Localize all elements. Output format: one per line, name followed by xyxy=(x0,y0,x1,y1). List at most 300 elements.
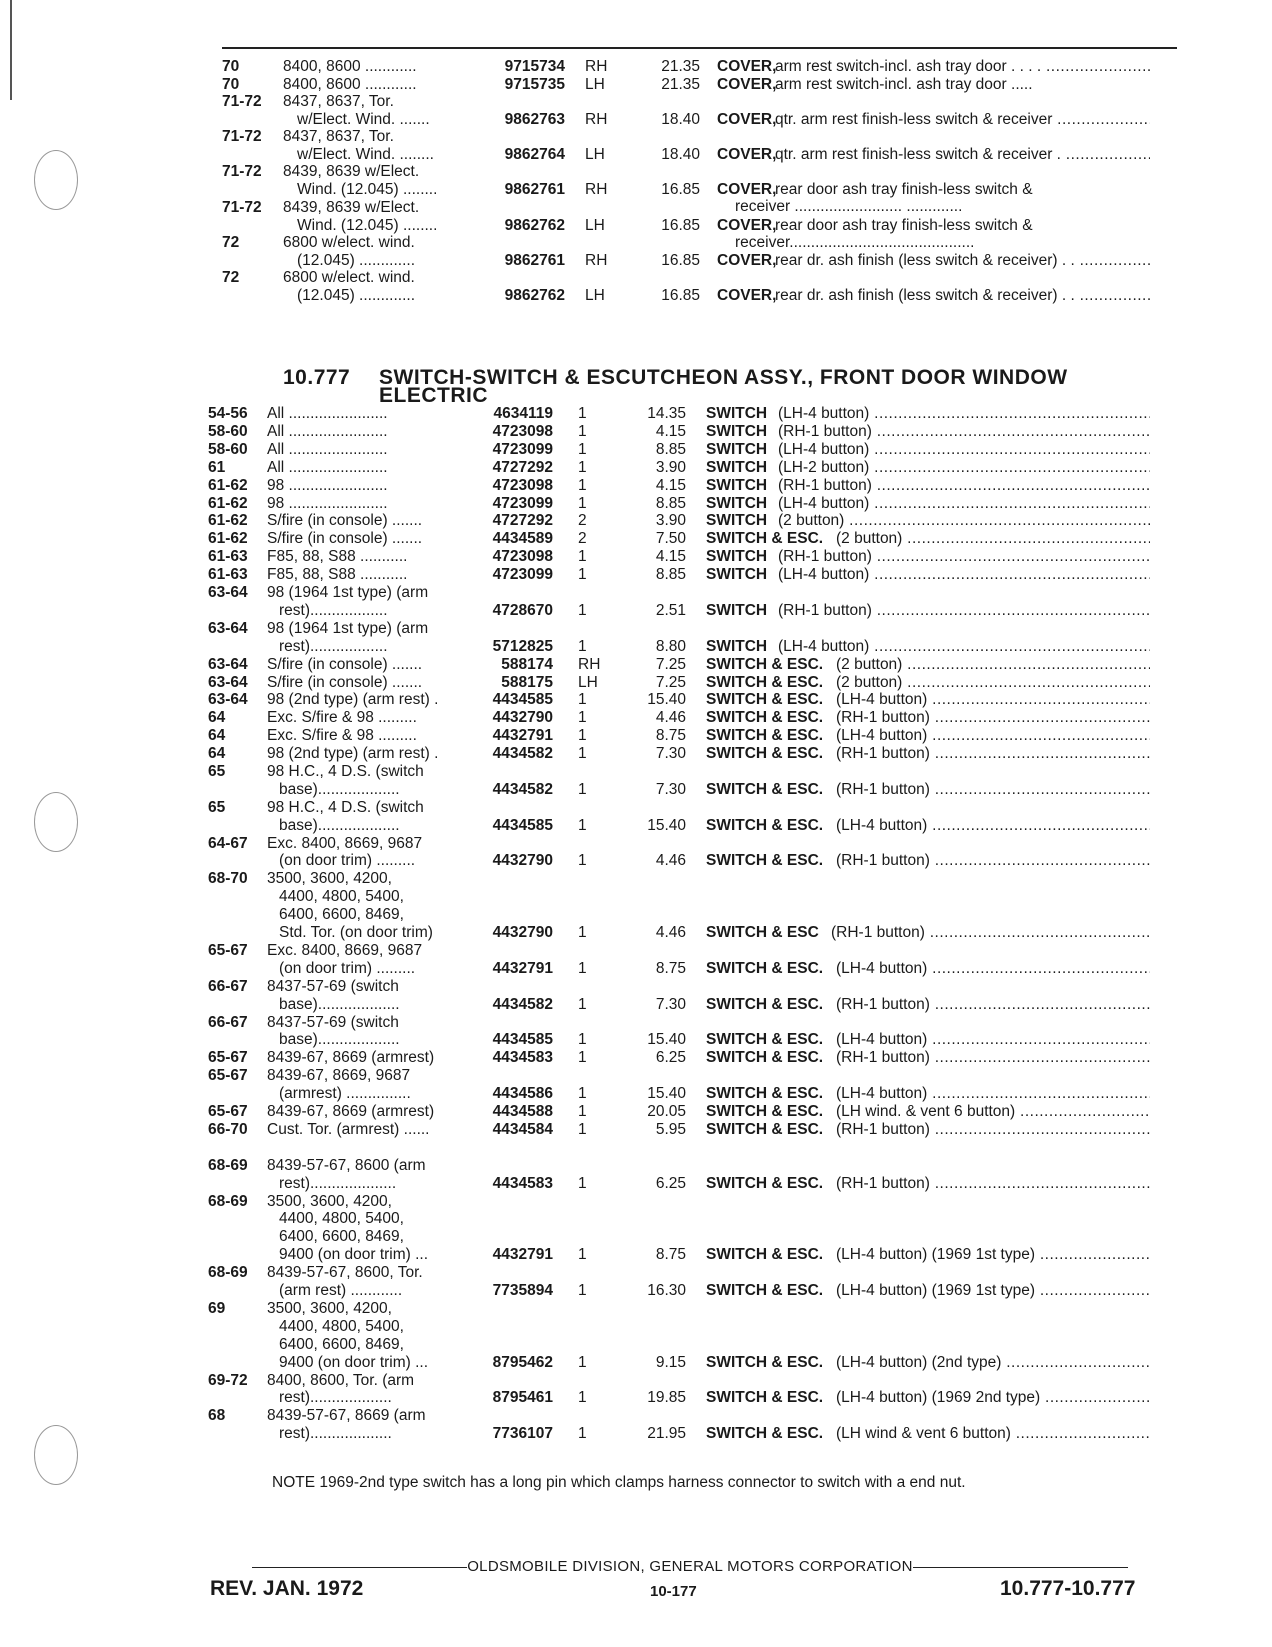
list-price: 21.35 xyxy=(661,75,700,93)
item-name: SWITCH & ESC. xyxy=(706,995,824,1013)
model-application: Cust. Tor. (armrest) ...... xyxy=(267,1121,430,1138)
quantity: 1 xyxy=(578,458,587,476)
year-range: 68-70 xyxy=(208,870,248,888)
year-range: 69-72 xyxy=(208,1371,248,1389)
part-number: 4432790 xyxy=(492,924,553,942)
part-number: 4723098 xyxy=(492,548,553,566)
model-application: Wind. (12.045) ........ xyxy=(297,180,438,198)
list-price: 16.85 xyxy=(661,216,700,234)
item-name: SWITCH & ESC. xyxy=(706,959,824,977)
list-price: 2.51 xyxy=(655,601,686,619)
year-range: 68 xyxy=(208,1407,226,1425)
part-row xyxy=(0,76,1272,94)
item-description: (2 button) ..... xyxy=(836,530,1150,548)
part-number: 4432791 xyxy=(492,1246,553,1264)
item-name: SWITCH & ESC. xyxy=(706,727,824,745)
item-name: COVER, xyxy=(717,58,777,75)
item-description: qtr. arm rest finish-less switch & receiver . ..... xyxy=(775,146,1150,164)
revision-date: REV. JAN. 1972 xyxy=(210,1577,364,1600)
item-description: (RH-1 button) ..... xyxy=(836,996,1150,1014)
list-price: 15.40 xyxy=(647,1085,686,1103)
quantity: 1 xyxy=(578,924,587,942)
section-range: 10.777-10.777 xyxy=(1000,1577,1136,1600)
part-number: 4434586 xyxy=(492,1085,553,1103)
model-application: 98 H.C., 4 D.S. (switch xyxy=(267,763,424,780)
quantity: 1 xyxy=(578,995,587,1013)
model-application: 4400, 4800, 5400, xyxy=(279,1210,404,1228)
quantity: LH xyxy=(585,145,605,163)
year-range: 71-72 xyxy=(222,199,262,216)
quantity: 1 xyxy=(578,1246,587,1264)
model-application: 9400 (on door trim) ... xyxy=(279,1246,429,1264)
item-name: COVER, xyxy=(717,216,777,234)
model-application: All ....................... xyxy=(267,422,388,440)
model-application: 6400, 6600, 8469, xyxy=(279,1335,404,1353)
item-name: SWITCH & ESC. xyxy=(706,691,824,709)
model-application: w/Elect. Wind. ....... xyxy=(297,110,430,128)
quantity: 1 xyxy=(578,1031,587,1049)
list-price: 19.85 xyxy=(647,1389,686,1407)
year-range: 70 xyxy=(222,58,240,75)
year-range: 61 xyxy=(208,458,226,476)
year-range: 65 xyxy=(208,798,226,816)
model-application: 6400, 6600, 8469, xyxy=(279,1228,404,1246)
item-description: (LH-2 button) ..... xyxy=(778,459,1150,477)
item-name: COVER, xyxy=(717,145,777,163)
item-name: SWITCH & ESC. xyxy=(706,709,824,727)
part-number: 4434585 xyxy=(492,691,553,709)
list-price: 7.25 xyxy=(655,673,686,691)
model-application: rest).................. xyxy=(279,637,388,655)
list-price: 8.85 xyxy=(655,566,686,584)
item-description: qtr. arm rest finish-less switch & receiver ..... xyxy=(775,111,1150,129)
item-name: SWITCH xyxy=(706,566,768,584)
list-price: 20.05 xyxy=(647,1103,686,1121)
part-row xyxy=(0,727,1272,745)
year-range: 61-62 xyxy=(208,512,248,530)
quantity: 1 xyxy=(578,852,587,870)
part-number: 4432791 xyxy=(492,727,553,745)
model-application: All ....................... xyxy=(267,440,388,458)
model-application: Std. Tor. (on door trim) xyxy=(279,924,433,942)
list-price: 4.15 xyxy=(655,476,686,494)
model-application: 8439-57-67, 8600 (arm xyxy=(267,1156,426,1174)
item-name: SWITCH xyxy=(706,422,768,440)
item-description: (RH-1 button) ..... xyxy=(831,924,1150,942)
item-name: SWITCH xyxy=(706,458,768,476)
item-name: SWITCH xyxy=(706,512,768,530)
quantity: 1 xyxy=(578,780,587,798)
list-price: 8.85 xyxy=(655,440,686,458)
model-application: 8439-67, 8669 (armrest) xyxy=(267,1103,435,1121)
part-row xyxy=(0,58,1272,76)
item-name: SWITCH & ESC. xyxy=(706,1031,824,1049)
model-application: 6400, 6600, 8469, xyxy=(279,906,404,924)
year-range: 63-64 xyxy=(208,673,248,691)
item-description: (LH-4 button) ..... xyxy=(836,727,1150,745)
part-row xyxy=(0,691,1272,709)
part-number: 588175 xyxy=(501,673,553,691)
part-row xyxy=(0,269,1272,304)
part-number: 4434588 xyxy=(492,1103,553,1121)
quantity: 2 xyxy=(578,512,587,530)
list-price: 15.40 xyxy=(647,816,686,834)
list-price: 18.40 xyxy=(661,110,700,128)
model-application: 8439, 8639 w/Elect. xyxy=(283,163,420,180)
year-range: 61-62 xyxy=(208,494,248,512)
item-description: (LH-4 button) ..... xyxy=(778,441,1150,459)
model-application: All ....................... xyxy=(267,405,388,422)
item-name: SWITCH & ESC. xyxy=(706,655,824,673)
list-price: 4.46 xyxy=(655,852,686,870)
part-number: 4727292 xyxy=(492,512,553,530)
model-application: w/Elect. Wind. ........ xyxy=(297,145,434,163)
list-price: 18.40 xyxy=(661,145,700,163)
year-range: 72 xyxy=(222,269,240,286)
part-number: 9862762 xyxy=(504,216,565,234)
year-range: 65-67 xyxy=(208,1067,248,1085)
model-application: 6800 w/elect. wind. xyxy=(283,269,415,286)
year-range: 68-69 xyxy=(208,1264,248,1282)
model-application: Wind. (12.045) ........ xyxy=(297,216,438,234)
model-application: base)................... xyxy=(279,995,400,1013)
item-description: (LH-4 button) ..... xyxy=(836,817,1150,835)
item-description: (LH-4 button) ..... xyxy=(778,405,1150,423)
top-rule xyxy=(222,47,1177,49)
model-application: 8437, 8637, Tor. xyxy=(283,93,394,110)
model-application: base)................... xyxy=(279,816,400,834)
part-number: 7735894 xyxy=(492,1282,553,1300)
item-description: arm rest switch-incl. ash tray door . . . . ..... xyxy=(775,58,1150,76)
list-price: 5.95 xyxy=(655,1121,686,1138)
item-description: (2 button) ..... xyxy=(778,512,1150,530)
quantity: 1 xyxy=(578,691,587,709)
item-name: SWITCH & ESC. xyxy=(706,1389,824,1407)
part-row xyxy=(0,234,1272,269)
item-name: SWITCH & ESC. xyxy=(706,1174,824,1192)
section-title-line1: SWITCH-SWITCH & ESCUTCHEON ASSY., FRONT DOOR WINDOW xyxy=(379,366,1068,389)
part-row xyxy=(0,745,1272,763)
quantity: 1 xyxy=(578,566,587,584)
part-row xyxy=(0,1049,1272,1067)
item-description: rear door ash tray finish-less switch & xyxy=(775,180,1033,198)
year-range: 64-67 xyxy=(208,834,248,852)
item-name: COVER, xyxy=(717,110,777,128)
part-number: 4723099 xyxy=(492,440,553,458)
part-number: 4434585 xyxy=(492,816,553,834)
quantity: 1 xyxy=(578,1282,587,1300)
quantity: 1 xyxy=(578,1085,587,1103)
part-row xyxy=(0,512,1272,530)
model-application: rest).................. xyxy=(279,601,388,619)
part-number: 4723099 xyxy=(492,494,553,512)
part-row xyxy=(0,1014,1272,1050)
part-row xyxy=(0,709,1272,727)
item-name: SWITCH & ESC. xyxy=(706,673,824,691)
list-price: 16.85 xyxy=(661,180,700,198)
year-range: 61-62 xyxy=(208,530,248,548)
quantity: 1 xyxy=(578,1049,587,1067)
model-application: 98 (2nd type) (arm rest) . xyxy=(267,691,439,709)
footer-corporation xyxy=(210,1558,1170,1575)
list-price: 4.46 xyxy=(655,924,686,942)
list-price: 4.15 xyxy=(655,422,686,440)
part-row xyxy=(0,1157,1272,1193)
model-application: Exc. 8400, 8669, 9687 xyxy=(267,942,423,959)
list-price: 21.95 xyxy=(647,1425,686,1443)
item-name: SWITCH & ESC. xyxy=(706,780,824,798)
item-description: (RH-1 button) ..... xyxy=(836,709,1150,727)
section-number: 10.777 xyxy=(283,366,351,389)
list-price: 4.15 xyxy=(655,548,686,566)
quantity: 1 xyxy=(578,959,587,977)
model-application: 3500, 3600, 4200, xyxy=(267,1300,392,1317)
model-application: base)................... xyxy=(279,1031,400,1049)
list-price: 15.40 xyxy=(647,1031,686,1049)
quantity: 1 xyxy=(578,1389,587,1407)
year-range: 66-67 xyxy=(208,1013,248,1031)
part-row xyxy=(0,1103,1272,1121)
quantity: 1 xyxy=(578,422,587,440)
part-row xyxy=(0,163,1272,215)
year-range: 69 xyxy=(208,1300,226,1317)
model-application: F85, 88, S88 ........... xyxy=(267,548,408,566)
footnote: NOTE 1969-2nd type switch has a long pin which clamps harness connector to switch with a end nut. xyxy=(272,1474,966,1491)
item-name: SWITCH & ESC. xyxy=(706,1353,824,1371)
model-application: Exc. S/fire & 98 ......... xyxy=(267,709,417,727)
model-application: (arm rest) ............ xyxy=(279,1282,403,1300)
item-name: SWITCH & ESC. xyxy=(706,1085,824,1103)
part-row xyxy=(0,942,1272,978)
year-range: 58-60 xyxy=(208,422,248,440)
model-application: 8400, 8600 ............ xyxy=(283,75,417,93)
part-row xyxy=(0,128,1272,163)
year-range: 61-63 xyxy=(208,566,248,584)
part-row xyxy=(0,674,1272,692)
part-number: 4634119 xyxy=(493,405,553,422)
part-number: 4432790 xyxy=(492,709,553,727)
model-application: (12.045) ............. xyxy=(297,286,416,304)
list-price: 4.46 xyxy=(655,709,686,727)
part-row xyxy=(0,763,1272,799)
part-row xyxy=(0,1300,1272,1372)
part-number: 4723099 xyxy=(492,566,553,584)
model-application: 6800 w/elect. wind. xyxy=(283,234,415,251)
list-price: 8.85 xyxy=(655,494,686,512)
year-range: 63-64 xyxy=(208,691,248,709)
year-range: 58-60 xyxy=(208,440,248,458)
model-application: (12.045) ............. xyxy=(297,251,416,269)
item-name: SWITCH & ESC. xyxy=(706,530,824,548)
list-price: 3.90 xyxy=(655,458,686,476)
year-range: 66-70 xyxy=(208,1121,248,1138)
list-price: 8.80 xyxy=(655,637,686,655)
section-heading xyxy=(283,366,1068,407)
year-range: 65-67 xyxy=(208,1103,248,1121)
item-description: rear dr. ash finish (less switch & receiver) . . ..... xyxy=(775,287,1150,305)
item-name: SWITCH xyxy=(706,548,768,566)
item-name: SWITCH & ESC xyxy=(706,924,819,942)
quantity: 1 xyxy=(578,476,587,494)
model-application: 8439-57-67, 8669 (arm xyxy=(267,1407,426,1425)
model-application: (on door trim) ......... xyxy=(279,959,416,977)
part-number: 4432790 xyxy=(492,852,553,870)
model-application: 4400, 4800, 5400, xyxy=(279,888,404,906)
quantity: RH xyxy=(585,58,608,75)
part-row xyxy=(0,405,1272,423)
quantity: 1 xyxy=(578,637,587,655)
part-number: 8795461 xyxy=(492,1389,553,1407)
item-description: (RH-1 button) ..... xyxy=(836,1121,1150,1139)
item-description: (RH-1 button) ..... xyxy=(778,477,1150,495)
part-number: 9715734 xyxy=(504,58,565,75)
quantity: 1 xyxy=(578,745,587,763)
list-price: 8.75 xyxy=(655,727,686,745)
year-range: 71-72 xyxy=(222,163,262,180)
year-range: 61-62 xyxy=(208,476,248,494)
part-number: 9862762 xyxy=(504,286,565,304)
part-number: 9862764 xyxy=(504,145,565,163)
item-description: (LH-4 button) ..... xyxy=(836,960,1150,978)
item-description: (2 button) ..... xyxy=(836,656,1150,674)
quantity: 1 xyxy=(578,1174,587,1192)
item-description: (LH wind & vent 6 button) ..... xyxy=(836,1425,1150,1443)
item-description: rear dr. ash finish (less switch & receiver) . . ..... xyxy=(775,252,1150,270)
part-number: 588174 xyxy=(501,655,553,673)
item-description: (LH-4 button) ..... xyxy=(836,691,1150,709)
quantity: RH xyxy=(585,251,608,269)
item-name: COVER, xyxy=(717,251,777,269)
item-description: (RH-1 button) ..... xyxy=(836,852,1150,870)
quantity: 1 xyxy=(578,816,587,834)
part-row xyxy=(0,978,1272,1014)
quantity: 1 xyxy=(578,405,587,422)
year-range: 66-67 xyxy=(208,977,248,995)
item-name: SWITCH & ESC. xyxy=(706,852,824,870)
item-description: rear door ash tray finish-less switch & xyxy=(775,216,1033,234)
part-row xyxy=(0,1372,1272,1408)
part-row xyxy=(0,1193,1272,1265)
year-range: 64 xyxy=(208,709,226,727)
model-application: base)................... xyxy=(279,780,400,798)
model-application: S/fire (in console) ....... xyxy=(267,673,423,691)
model-application: S/fire (in console) ....... xyxy=(267,512,423,530)
part-row xyxy=(0,620,1272,656)
part-row xyxy=(0,1407,1272,1443)
quantity: 1 xyxy=(578,440,587,458)
year-range: 63-64 xyxy=(208,619,248,637)
item-name: COVER, xyxy=(717,286,777,304)
quantity: LH xyxy=(578,673,598,691)
part-number: 4432791 xyxy=(492,959,553,977)
item-name: SWITCH xyxy=(706,440,768,458)
part-row xyxy=(0,656,1272,674)
item-name: SWITCH & ESC. xyxy=(706,745,824,763)
part-row xyxy=(0,495,1272,513)
part-number: 4727292 xyxy=(492,458,553,476)
list-price: 7.30 xyxy=(655,995,686,1013)
model-application: 98 (1964 1st type) (arm xyxy=(267,619,429,637)
list-price: 7.50 xyxy=(655,530,686,548)
part-row xyxy=(0,548,1272,566)
quantity: 1 xyxy=(578,1103,587,1121)
quantity: LH xyxy=(585,286,605,304)
item-name: SWITCH xyxy=(706,637,768,655)
quantity: 2 xyxy=(578,530,587,548)
part-row xyxy=(0,799,1272,835)
part-number: 4434585 xyxy=(492,1031,553,1049)
year-range: 70 xyxy=(222,75,240,93)
part-row xyxy=(0,1067,1272,1103)
item-name: COVER, xyxy=(717,180,777,198)
quantity: 1 xyxy=(578,601,587,619)
part-number: 4434583 xyxy=(492,1049,553,1067)
model-application: (armrest) ............... xyxy=(279,1085,411,1103)
page-number: 10-177 xyxy=(650,1583,697,1600)
item-description: (RH-1 button) ..... xyxy=(778,602,1150,620)
item-description: (LH-4 button) (2nd type) ..... xyxy=(836,1354,1150,1372)
part-row xyxy=(0,477,1272,495)
part-row xyxy=(0,441,1272,459)
item-description: (2 button) ..... xyxy=(836,674,1150,692)
model-application: rest).................... xyxy=(279,1174,397,1192)
item-name: SWITCH xyxy=(706,494,768,512)
year-range: 68-69 xyxy=(208,1192,248,1210)
item-description: (LH-4 button) ..... xyxy=(836,1031,1150,1049)
model-application: 8439-67, 8669, 9687 xyxy=(267,1067,411,1085)
item-description: (LH wind. & vent 6 button) ..... xyxy=(836,1103,1150,1121)
year-range: 61-63 xyxy=(208,548,248,566)
part-row xyxy=(0,870,1272,942)
quantity: 1 xyxy=(578,548,587,566)
model-application: 98 (1964 1st type) (arm xyxy=(267,584,429,601)
list-price: 16.85 xyxy=(661,251,700,269)
part-number: 4434582 xyxy=(492,745,553,763)
item-name: SWITCH xyxy=(706,405,768,422)
quantity: LH xyxy=(585,216,605,234)
list-price: 21.35 xyxy=(661,58,700,75)
part-number: 9862761 xyxy=(504,180,565,198)
model-application: rest)................... xyxy=(279,1389,392,1407)
year-range: 63-64 xyxy=(208,655,248,673)
list-price: 3.90 xyxy=(655,512,686,530)
model-application: 98 (2nd type) (arm rest) . xyxy=(267,745,439,763)
year-range: 64 xyxy=(208,745,226,763)
item-name: SWITCH & ESC. xyxy=(706,1282,824,1300)
model-application: 98 H.C., 4 D.S. (switch xyxy=(267,798,424,816)
part-row xyxy=(0,459,1272,477)
part-number: 4434582 xyxy=(492,780,553,798)
list-price: 9.15 xyxy=(655,1353,686,1371)
year-range: 54-56 xyxy=(208,405,248,422)
part-number: 9862761 xyxy=(504,251,565,269)
item-description: (LH-4 button) (1969 1st type) ..... xyxy=(836,1282,1150,1300)
part-row xyxy=(0,1121,1272,1139)
year-range: 72 xyxy=(222,234,240,251)
year-range: 68-69 xyxy=(208,1156,248,1174)
item-description: (LH-4 button) (1969 2nd type) ..... xyxy=(836,1389,1150,1407)
quantity: RH xyxy=(578,655,601,673)
part-number: 9862763 xyxy=(504,110,565,128)
list-price: 16.30 xyxy=(647,1282,686,1300)
part-number: 4434583 xyxy=(492,1174,553,1192)
model-application: rest)................... xyxy=(279,1425,392,1443)
part-number: 4723098 xyxy=(492,476,553,494)
quantity: LH xyxy=(585,75,605,93)
item-name: SWITCH xyxy=(706,476,768,494)
year-range: 64 xyxy=(208,727,226,745)
item-name: SWITCH xyxy=(706,601,768,619)
